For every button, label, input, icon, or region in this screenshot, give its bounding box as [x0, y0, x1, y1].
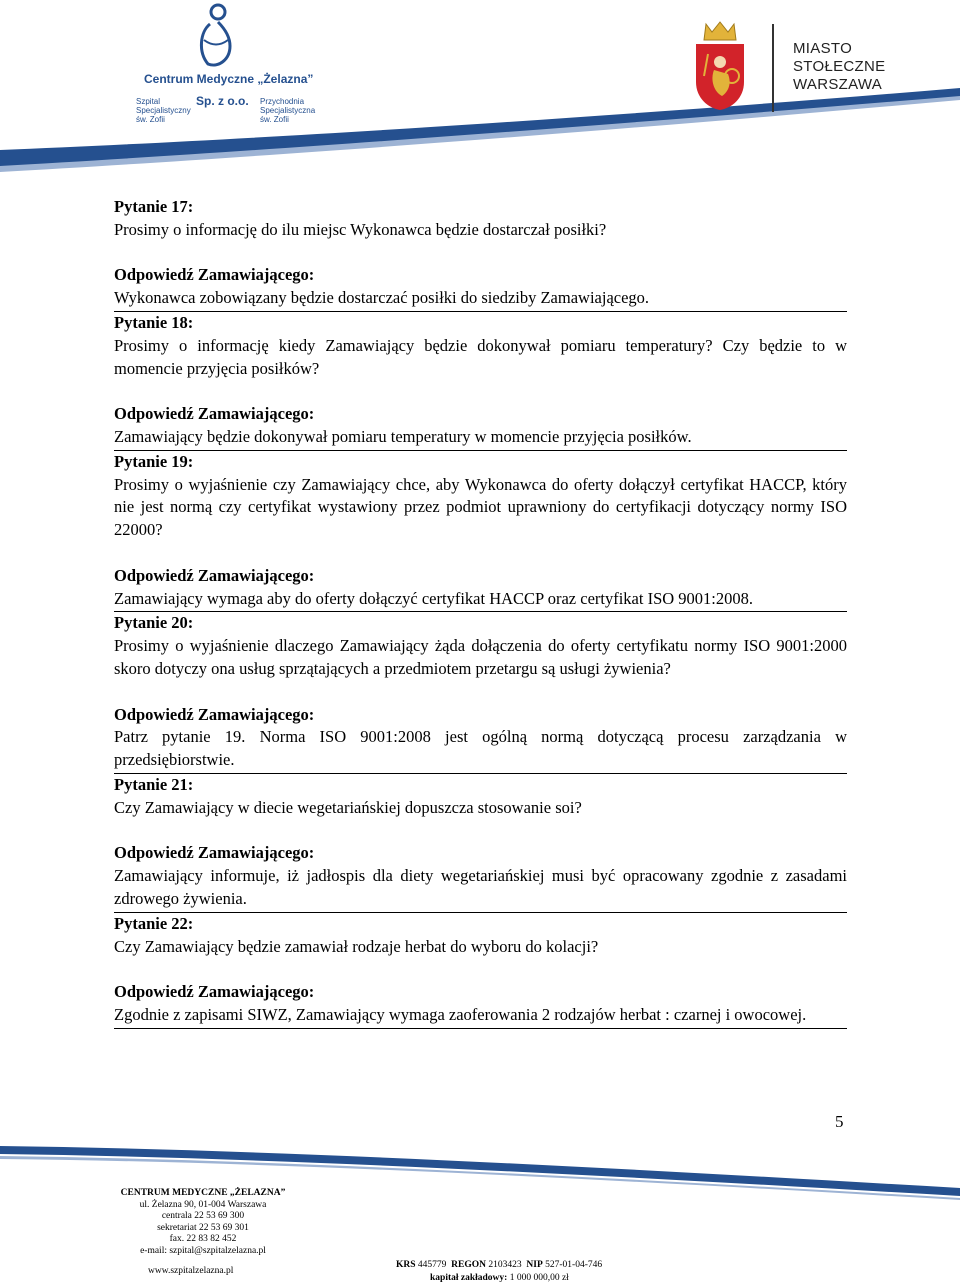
question-label: Pytanie 19: [114, 451, 194, 471]
krs-value: 445779 [417, 1260, 447, 1270]
centrum-medyczne-logo [130, 0, 320, 125]
qa-item-19 [114, 451, 847, 613]
question-label: Pytanie 18: [114, 312, 194, 332]
answer-label: Odpowiedź Zamawiającego: [114, 565, 315, 585]
question-text: Prosimy o wyjaśnienie czy Zamawiający chce, aby Wykonawca do oferty dołączył certyfikat HACCP, który nie jest normą czy certyfikat wystawiony przez podmiot uprawniony do certyfikacji dotyczący normy ISO 22000? [114, 474, 847, 540]
answer-text: Zamawiający informuje, iż jadłospis dla diety wegetariańskiej musi być opracowany zgodnie z zasadami zdrowego żywienia. [114, 866, 847, 908]
warsaw-crest-icon [692, 20, 748, 112]
warsaw-line-1: MIASTO [793, 40, 853, 57]
capital-value: 1 000 000,00 zł [509, 1273, 569, 1283]
question-label: Pytanie 21: [114, 774, 194, 794]
answer-text: Wykonawca zobowiązany będzie dostarczać posiłki do siedziby Zamawiającego. [114, 288, 650, 308]
logo-divider [772, 24, 774, 112]
question-text: Czy Zamawiający będzie zamawiał rodzaje herbat do wyboru do kolacji? [114, 936, 599, 956]
answer-label: Odpowiedź Zamawiającego: [114, 843, 315, 863]
regon-value: 2103423 [488, 1260, 522, 1270]
warsaw-line-3: WARSZAWA [793, 76, 883, 93]
question-text: Prosimy o wyjaśnienie dlaczego Zamawiający żąda dołączenia do oferty certyfikatu normy ISO 9001:2000 skoro dotyczy ona usług sprzątających a przedmiotem przetargu są usługi żywienia? [114, 636, 847, 678]
qa-item-18 [114, 312, 847, 451]
company-form-label: Sp. z o.o. [196, 94, 249, 108]
question-label: Pytanie 20: [114, 613, 194, 633]
qa-item-17 [114, 196, 847, 312]
qa-content [114, 196, 847, 1029]
footer-fax: fax. 22 83 82 452 [169, 1234, 237, 1244]
qa-item-22 [114, 913, 847, 1029]
przychodnia-label: Przychodnia Specjalistyczna św. Zofii [260, 97, 316, 124]
centrum-name: Centrum Medyczne „Żelazna” [144, 72, 314, 86]
warsaw-line-2: STOŁECZNE [793, 58, 886, 75]
qa-item-21 [114, 774, 847, 913]
figure-logo-icon [190, 2, 240, 70]
answer-text: Zgodnie z zapisami SIWZ, Zamawiający wymaga zaoferowania 2 rodzajów herbat : czarnej i owocowej. [114, 1004, 807, 1024]
question-text: Czy Zamawiający w diecie wegetariańskiej dopuszcza stosowanie soi? [114, 797, 582, 817]
qa-item-20 [114, 612, 847, 774]
warsaw-name [793, 40, 885, 94]
footer-capital [430, 1273, 569, 1283]
question-label: Pytanie 22: [114, 913, 194, 933]
footer-company-name: CENTRUM MEDYCZNE „ŻELAZNA” [120, 1188, 286, 1198]
regon-label: REGON [451, 1260, 487, 1270]
footer-registration [396, 1260, 602, 1270]
answer-label: Odpowiedź Zamawiającego: [114, 404, 315, 424]
question-text: Prosimy o informację kiedy Zamawiający będzie dokonywał pomiaru temperatury? Czy będzie to w momencie przyjęcia posiłków? [114, 335, 847, 378]
footer-email[interactable]: e-mail: szpital@szpitalzelazna.pl [140, 1245, 266, 1256]
footer-contact [98, 1188, 308, 1257]
answer-label: Odpowiedź Zamawiającego: [114, 265, 315, 285]
warsaw-logo [690, 18, 910, 118]
capital-label: kapitał zakładowy: [430, 1273, 508, 1283]
szpital-label: Szpital Specjalistyczny św. Zofii [136, 97, 191, 124]
answer-text: Zamawiający wymaga aby do oferty dołączyć certyfikat HACCP oraz certyfikat ISO 9001:2008. [114, 588, 754, 608]
footer-phone-central: centrala 22 53 69 300 [161, 1211, 245, 1221]
page-number: 5 [835, 1112, 844, 1131]
answer-label: Odpowiedź Zamawiającego: [114, 982, 315, 1002]
question-text: Prosimy o informację do ilu miejsc Wykonawca będzie dostarczał posiłki? [114, 219, 607, 239]
nip-label: NIP [526, 1260, 543, 1270]
footer-phone-secretariat: sekretariat 22 53 69 301 [157, 1222, 249, 1233]
question-label: Pytanie 17: [114, 197, 194, 216]
answer-text: Patrz pytanie 19. Norma ISO 9001:2008 jest ogólną normą dotyczącą procesu zarządzania w przedsiębiorstwie. [114, 727, 847, 770]
nip-value: 527-01-04-746 [545, 1260, 603, 1270]
page-header [0, 0, 960, 175]
footer-website-link[interactable]: www.szpitalzelazna.pl [148, 1266, 234, 1276]
answer-label: Odpowiedź Zamawiającego: [114, 704, 315, 724]
answer-text: Zamawiający będzie dokonywał pomiaru temperatury w momencie przyjęcia posiłków. [114, 426, 692, 446]
footer-address: ul. Żelazna 90, 01-004 Warszawa [139, 1199, 267, 1210]
krs-label: KRS [396, 1260, 416, 1270]
